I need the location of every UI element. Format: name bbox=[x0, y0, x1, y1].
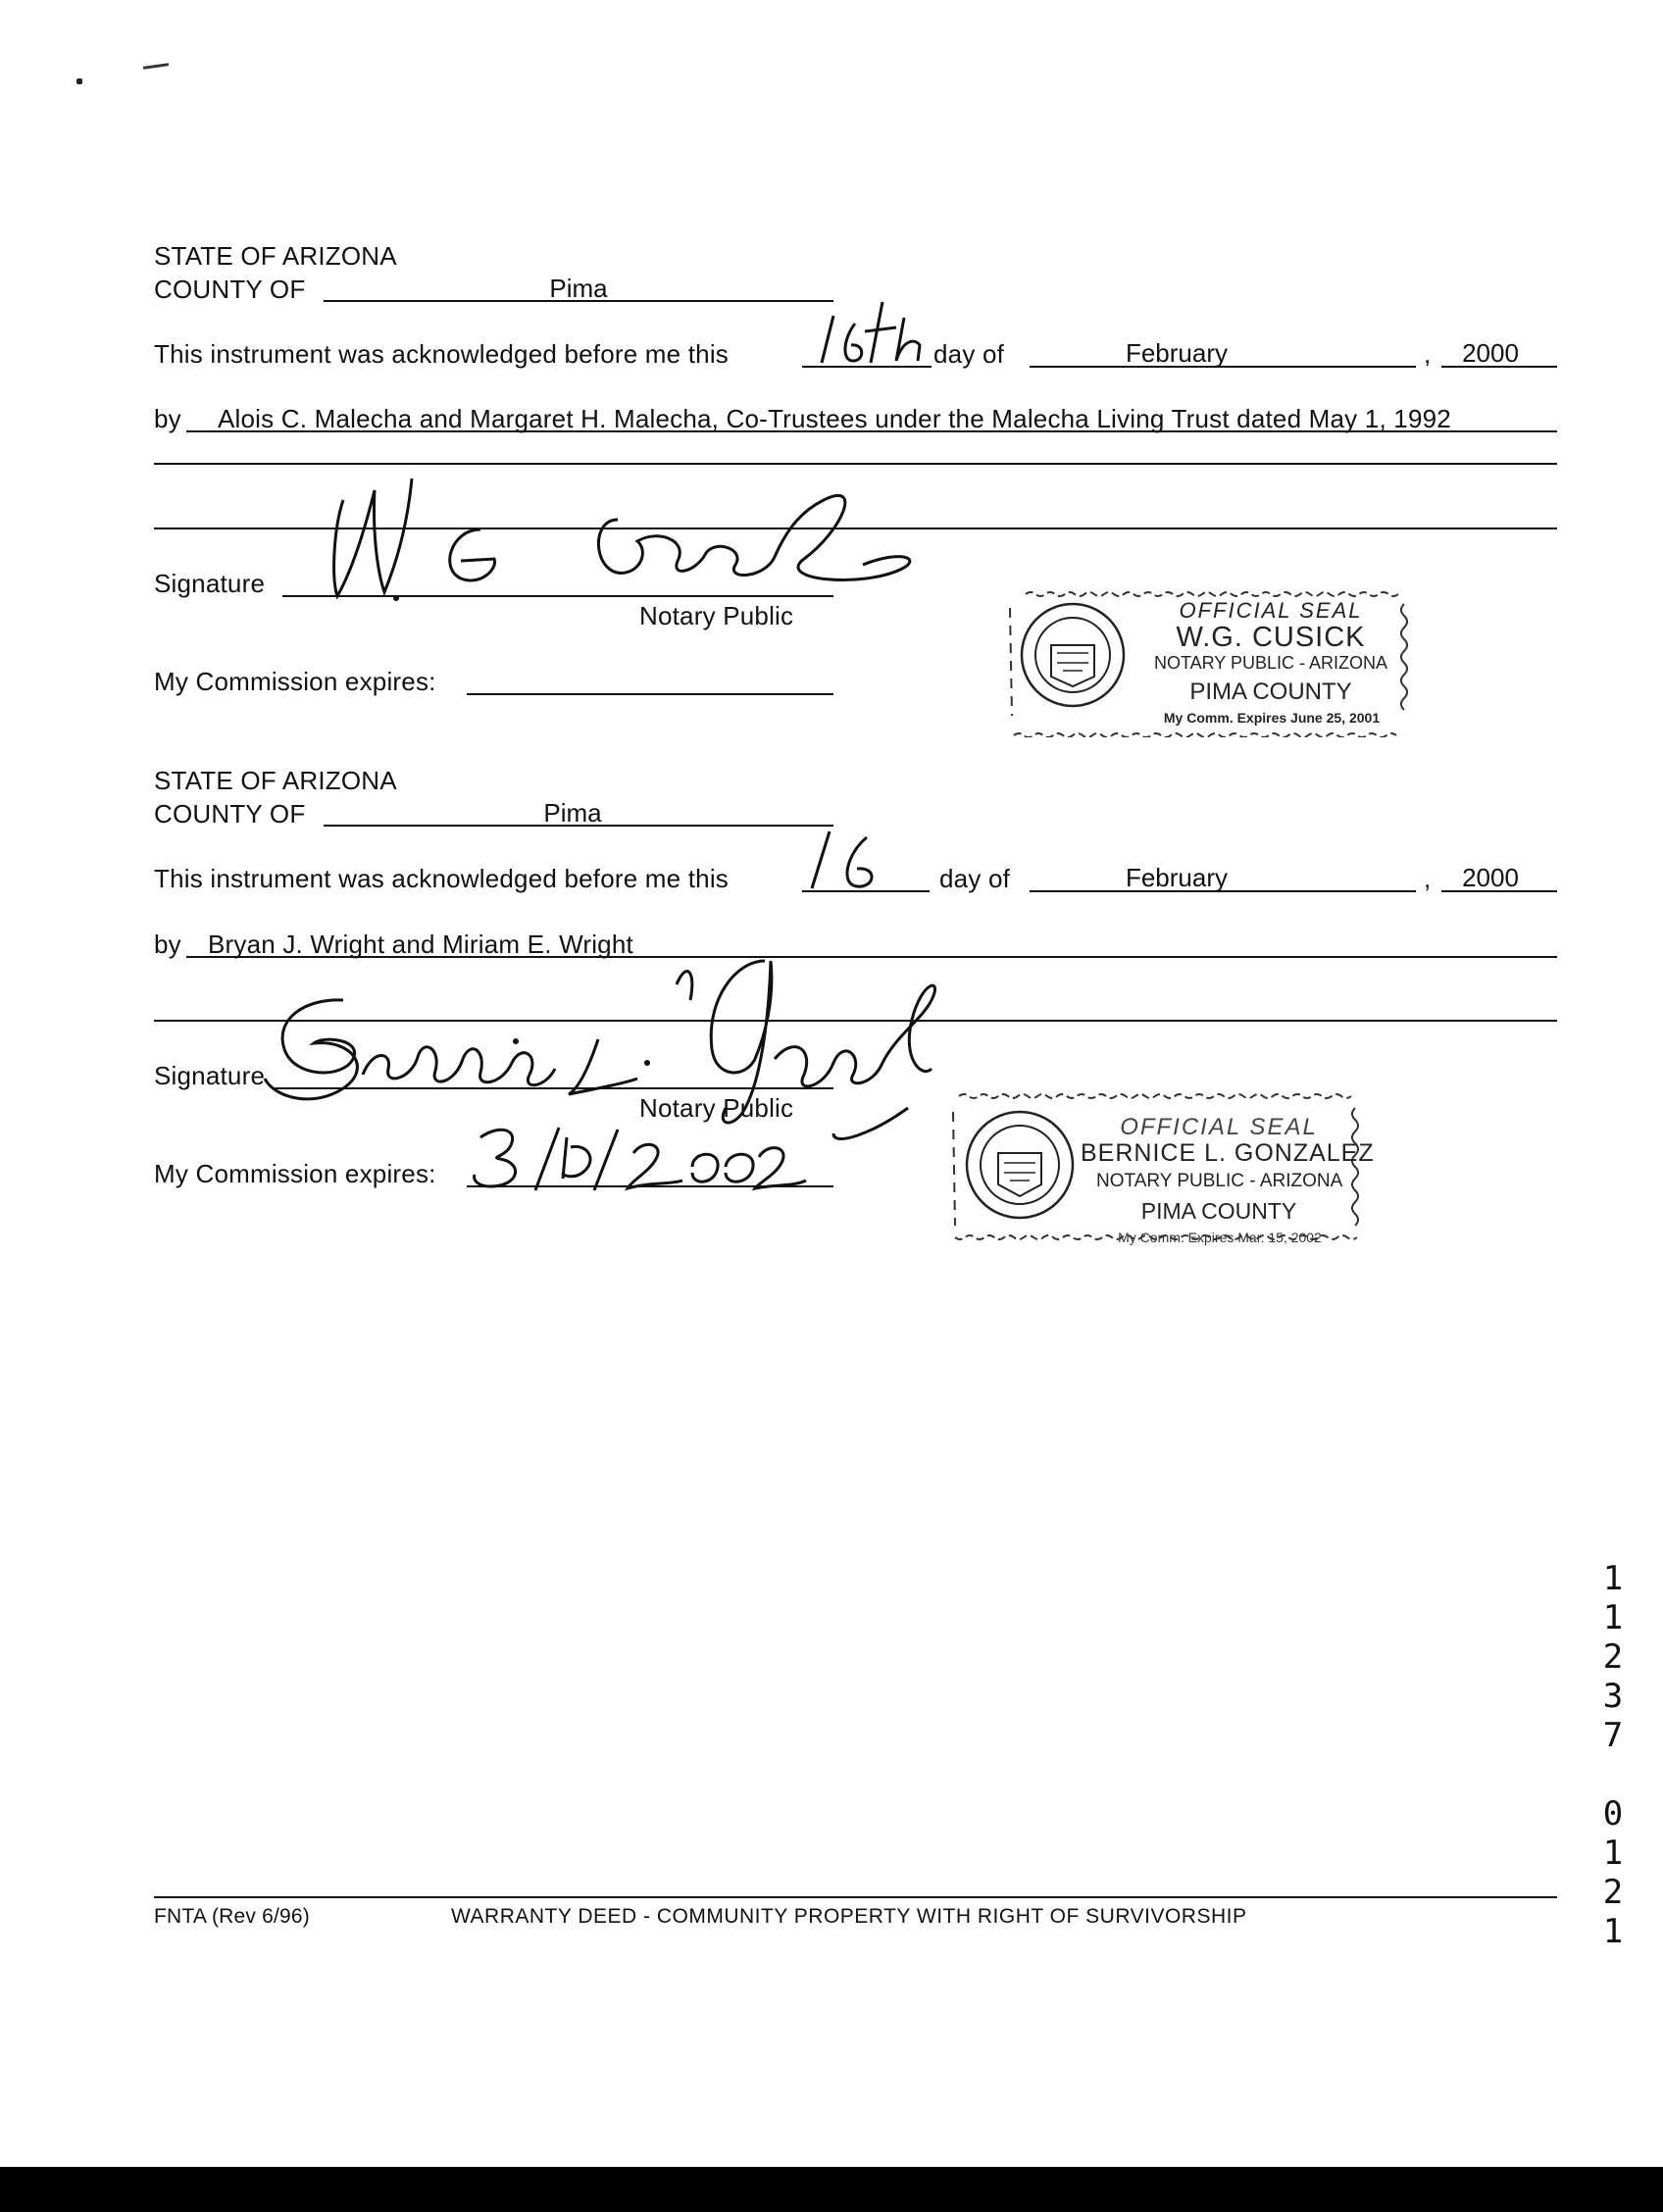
handwritten-commission-date bbox=[461, 1118, 833, 1196]
side-number-digit: 0 bbox=[1602, 1794, 1624, 1834]
side-number-digit bbox=[1598, 1755, 1628, 1794]
side-number-digit: 1 bbox=[1602, 1559, 1624, 1598]
footer-rule bbox=[154, 1896, 1557, 1898]
side-number-digit: 1 bbox=[1602, 1834, 1624, 1873]
year-value: 2000 bbox=[1462, 338, 1519, 368]
month-value: February bbox=[1125, 863, 1229, 892]
seal-expires: My Comm. Expires Mar. 15, 2002 bbox=[1118, 1230, 1322, 1245]
state-label: STATE OF ARIZONA bbox=[154, 241, 397, 271]
side-number-digit: 7 bbox=[1602, 1716, 1624, 1755]
notary-public-label: Notary Public bbox=[639, 601, 794, 630]
seal-expires: My Comm. Expires June 25, 2001 bbox=[1163, 710, 1381, 726]
notary-seal-gonzalez bbox=[949, 1088, 1375, 1263]
county-label: COUNTY OF bbox=[154, 275, 306, 304]
seal-title: OFFICIAL SEAL bbox=[1120, 1114, 1318, 1140]
seal-office: NOTARY PUBLIC - ARIZONA bbox=[1153, 653, 1388, 673]
blank-line bbox=[154, 463, 1557, 465]
side-number-digit: 2 bbox=[1602, 1637, 1624, 1677]
commission-label: My Commission expires: bbox=[154, 667, 436, 696]
by-label: by bbox=[154, 404, 181, 433]
seal-title: OFFICIAL SEAL bbox=[1179, 598, 1363, 623]
notary-signature-cusick bbox=[314, 471, 922, 618]
ack-text: This instrument was acknowledged before me this bbox=[154, 339, 730, 369]
by-names: Bryan J. Wright and Miriam E. Wright bbox=[208, 930, 633, 959]
handwritten-day bbox=[796, 824, 904, 896]
document-side-number bbox=[1598, 1559, 1628, 1951]
side-number-digit: 2 bbox=[1602, 1873, 1624, 1912]
signature-label: Signature bbox=[154, 1061, 266, 1090]
by-names: Alois C. Malecha and Margaret H. Malecha, Co-Trustees under the Malecha Living Trust dated May 1, 1992 bbox=[218, 404, 1451, 433]
seal-county: PIMA COUNTY bbox=[1189, 679, 1352, 705]
side-number-digit: 1 bbox=[1602, 1912, 1624, 1951]
seal-name: BERNICE L. GONZALEZ bbox=[1081, 1139, 1375, 1167]
notary-public-label: Notary Public bbox=[639, 1093, 794, 1123]
scan-mark bbox=[76, 78, 82, 84]
year-value: 2000 bbox=[1462, 863, 1519, 892]
comma: , bbox=[1424, 864, 1432, 893]
scan-mark bbox=[143, 63, 169, 70]
commission-label: My Commission expires: bbox=[154, 1159, 436, 1188]
seal-name: W.G. CUSICK bbox=[1176, 622, 1366, 653]
county-value: Pima bbox=[543, 798, 602, 828]
seal-office: NOTARY PUBLIC - ARIZONA bbox=[1096, 1171, 1343, 1191]
seal-county: PIMA COUNTY bbox=[1140, 1198, 1297, 1224]
handwritten-day bbox=[794, 294, 941, 373]
by-label: by bbox=[154, 930, 181, 959]
county-value: Pima bbox=[549, 274, 608, 303]
ack-text: This instrument was acknowledged before me this bbox=[154, 864, 730, 893]
commission-line bbox=[467, 693, 833, 695]
county-label: COUNTY OF bbox=[154, 799, 306, 829]
signature-label: Signature bbox=[154, 569, 266, 598]
state-label: STATE OF ARIZONA bbox=[154, 766, 397, 795]
notary-seal-cusick bbox=[1006, 588, 1410, 737]
month-value: February bbox=[1125, 338, 1229, 368]
footer-title: WARRANTY DEED - COMMUNITY PROPERTY WITH RIGHT OF SURVIVORSHIP bbox=[451, 1905, 1247, 1928]
comma: , bbox=[1424, 339, 1432, 369]
day-of-label: day of bbox=[933, 339, 1005, 369]
scan-border bbox=[0, 2167, 1663, 2212]
side-number-digit: 3 bbox=[1602, 1677, 1624, 1716]
side-number-digit: 1 bbox=[1602, 1598, 1624, 1637]
footer-form-id: FNTA (Rev 6/96) bbox=[154, 1905, 310, 1928]
day-of-label: day of bbox=[939, 864, 1011, 893]
